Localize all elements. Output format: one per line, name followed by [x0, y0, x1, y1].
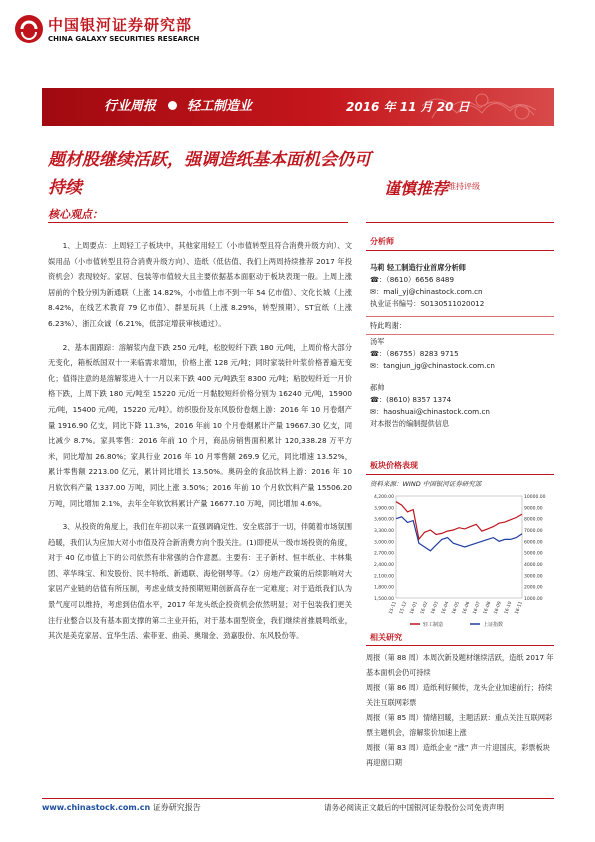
related-list — [366, 650, 554, 770]
company-name-en: CHINA GALAXY SECURITIES RESEARCH — [48, 35, 200, 43]
left-tick-label: 2,700.00 — [373, 551, 394, 557]
analyst-phone: ☎：（8610）6656 8489 — [370, 275, 455, 284]
paragraph: 3、从投资的角度上，我们在年初以来一直强调确定性、安全底部于一切，伴随着市场氛围趋暖，我们认为应加大对小市值及符合新消费方向个股关注。(1)即使从一级市场投资的角度，对于 40 亿市值上下的公司依然有非常强的合作意愿。主要有：王子新材、恒丰纸业、丰林集团、萃华珠宝、和发股份、民丰特纸、新通联、海伦钢琴等。（2）房地产政策的后续影响对大家居产业链的估值有所压制，考虑业绩支持预期短期创新高存在一定难度；对于造纸我们认为景气度可以维持，考虑到估值水平，2017 年龙头纸企投资机会依然明显；对于包装我们更关注行业整合以及有基本面支撑的第二主业开拓，对于基本面型资金，我们继续首推晨鸣纸业，其次是美克家居、宜华生活、索菲亚、曲美、奥瑞金、劲嘉股份、东风股份等。 — [48, 522, 352, 641]
contact-phone: ☎：(8610) 8357 1374 — [370, 395, 452, 404]
analyst-cert: 执业证书编号：S0130511020012 — [370, 299, 485, 308]
x-tick-label: 16-04 — [441, 600, 451, 615]
x-tick-label: 16-07 — [472, 600, 482, 615]
thanks-heading: 特此鸣谢： — [370, 321, 406, 330]
contact-name: 郝帅 — [370, 383, 385, 392]
rating-sub: 维持评级 — [448, 182, 480, 191]
x-tick-label: 16-09 — [493, 600, 503, 615]
right-tick-label: 1000.00 — [524, 597, 543, 602]
right-tick-label: 6000.00 — [524, 540, 543, 546]
company-logo-icon — [14, 14, 44, 44]
report-banner — [42, 88, 554, 126]
chart-frame — [396, 496, 522, 598]
x-tick-label: 16-10 — [504, 600, 514, 615]
footer-left — [42, 802, 201, 813]
related-item[interactable]: 周报（第 85 周）情绪回暖，主题活跃：重点关注互联网彩票主题机会，溶解浆价加速上涨 — [366, 713, 553, 737]
x-tick-label: 16-08 — [483, 600, 493, 615]
price-chart — [366, 490, 554, 630]
related-heading: 相关研究 — [370, 633, 402, 642]
related-item[interactable]: 周报（第 86 周）造纸利好频传，龙头企业加速前行；持续关注互联网彩票 — [366, 683, 553, 707]
related-item[interactable]: 周报（第 88 周）本周次新及题材继续活跃，造纸 2017 年基本面机会仍可持续 — [366, 653, 554, 677]
company-name-cn: 中国银河证券研究部 — [48, 16, 193, 34]
x-tick-label: 16-11 — [514, 600, 524, 615]
footer-divider — [42, 798, 554, 799]
banner-category — [104, 88, 252, 126]
divider — [366, 334, 554, 335]
right-tick-label: 2000.00 — [524, 585, 543, 591]
left-tick-label: 1,500.00 — [373, 597, 394, 602]
rating-label: 谨慎推荐 — [384, 179, 449, 198]
left-tick-label: 3,600.00 — [373, 517, 394, 523]
analyst-email[interactable]: ✉：mali_yj@chinastock.com.cn — [370, 287, 483, 296]
series-line — [396, 502, 522, 539]
paragraph: 1、上周要点：上周轻工子板块中，其他家用轻工（小市值转型且符合消费升级方向）、文娱用品（小市值转型且符合消费升级方向）、造纸（低估值、我们上两周持续推荐 2017 年投资机会）表现较好。家居、包装等市值较大且主要依据基本面驱动于板块表现一般。上周上涨居前的个股分别为新通联（上涨 14.82%，小市值上市不到一年 54 亿市值）、文化长城（上涨 8.42%，在线艺术教育 79 亿市值）、群星玩具（上涨 8.29%，转型预期）、ST宜纸（上涨 6.23%）、浙江众诚（6.21%，低部定增获审核通过）。 — [48, 241, 352, 328]
analyst-heading: 分析师 — [370, 237, 394, 246]
right-tick-label: 5000.00 — [524, 551, 543, 557]
x-tick-label: 16-02 — [420, 600, 430, 615]
left-tick-label: 3,300.00 — [373, 529, 394, 534]
x-tick-label: 15-12 — [399, 600, 409, 615]
core-views-heading: 核心观点： — [48, 208, 103, 221]
report-title: 题材股继续活跃，强调造纸基本面机会仍可持续 — [48, 150, 371, 198]
x-tick-label: 16-03 — [430, 600, 440, 615]
x-tick-label: 15-11 — [388, 600, 398, 615]
right-tick-label: 9000.00 — [524, 506, 543, 512]
analyst-name: 马莉 轻工制造行业首席分析师 — [370, 263, 466, 272]
divider — [366, 222, 554, 223]
right-tick-label: 8000.00 — [524, 517, 543, 523]
divider — [366, 316, 554, 317]
chart-source: 资料来源：WIND 中国银河证券研究部 — [370, 480, 482, 488]
legend-label: 轻工制造 — [423, 622, 444, 628]
right-tick-label: 4000.00 — [524, 563, 543, 568]
left-tick-label: 3,000.00 — [373, 540, 394, 546]
left-tick-label: 4,200.00 — [373, 495, 394, 500]
x-tick-label: 16-01 — [409, 600, 419, 615]
legend-label: 上证指数 — [483, 622, 504, 628]
contact-email[interactable]: ✉：tangjun_jg@chinastock.com.cn — [370, 361, 495, 370]
paragraph: 2、基本面跟踪：溶解浆内盘下跌 250 元/吨，松胶短纤下跌 180 元/吨，上周价格大部分无变化，箱板纸国双十一来临需求增加，价格上涨 128 元/吨；同时家装针叶浆价格普遍无变化；值得注意的是溶解浆进入十一月以来下跌 400 元/吨跌至 8300 元/吨；粘胶短纤近一月价格下跌，上周下跌 180 元/吨至 15220 元/近一月黏胶短纤价格分别为 16240 元/吨，15900 元/吨，15400 元/吨，15220 元/吨）。纺织股份及东风股份卷烟上游：2016 年 10 月卷烟产量 1916.90 亿支，同比下降 11.3%，2016 年前 10 个月卷烟累计产量 19667.30 亿支，同比减少 8.7%。家具零售：2016 年前 10 个月，商品房销售面积累计 120,338.28 万平方米，同比增加 26.80%；家具行业 2016 年 10 月零售额 269.9 亿元，同比增速 13.52%，累计零售额 2213.00 亿元，累计同比增长 13.50%。奥码金的食品饮料上游：2016 年 10 月软饮料产量 1337.00 万吨，同比上涨 3.50%；2016 年前 10 个月软饮料产量 15506.20 万吨，同比增加 2.1%，去年全年软饮料累计产量 16677.10 万吨，同比增加 4.6%。 — [48, 342, 352, 508]
right-tick-label: 10000.00 — [524, 495, 546, 500]
footer-disclaimer: 请务必阅读正文最后的中国银河证券股份公司免责声明 — [324, 803, 504, 812]
footer-suffix: 证券研究报告 — [150, 803, 201, 812]
x-tick-label: 16-06 — [462, 600, 472, 615]
left-tick-label: 2,400.00 — [373, 563, 394, 568]
footer-url[interactable]: www.chinastock.com.cn — [42, 803, 151, 812]
report-type: 行业周报 — [104, 99, 157, 114]
left-tick-label: 2,100.00 — [373, 574, 394, 580]
core-views-body — [48, 238, 352, 652]
contact-phone: ☎：（86755）8283 9715 — [370, 349, 459, 358]
industry-name: 轻工制造业 — [187, 99, 253, 114]
contact-email[interactable]: ✉：haoshuai@chinastock.com.cn — [370, 407, 490, 416]
price-chart-svg — [366, 490, 554, 630]
left-tick-label: 3,900.00 — [373, 506, 394, 512]
divider — [366, 474, 554, 475]
divider — [48, 222, 348, 223]
x-tick-label: 16-05 — [451, 600, 461, 615]
divider — [366, 250, 554, 251]
left-tick-label: 1,800.00 — [373, 585, 394, 591]
chart-heading: 板块价格表现 — [370, 461, 418, 470]
related-item[interactable]: 周报（第 83 周）造纸企业 “涨” 声一片迎国庆，彩票板块再迎窗口期 — [366, 743, 550, 767]
report-date: 2016 年 11 月 20 日 — [346, 100, 470, 114]
contact-note: 对本报告的编制提供信息 — [370, 419, 450, 428]
right-tick-label: 3000.00 — [524, 574, 543, 580]
right-tick-label: 7000.00 — [524, 529, 543, 534]
contact-name: 汤军 — [370, 337, 385, 346]
divider — [366, 645, 554, 646]
bullet-dot-icon — [168, 101, 177, 110]
